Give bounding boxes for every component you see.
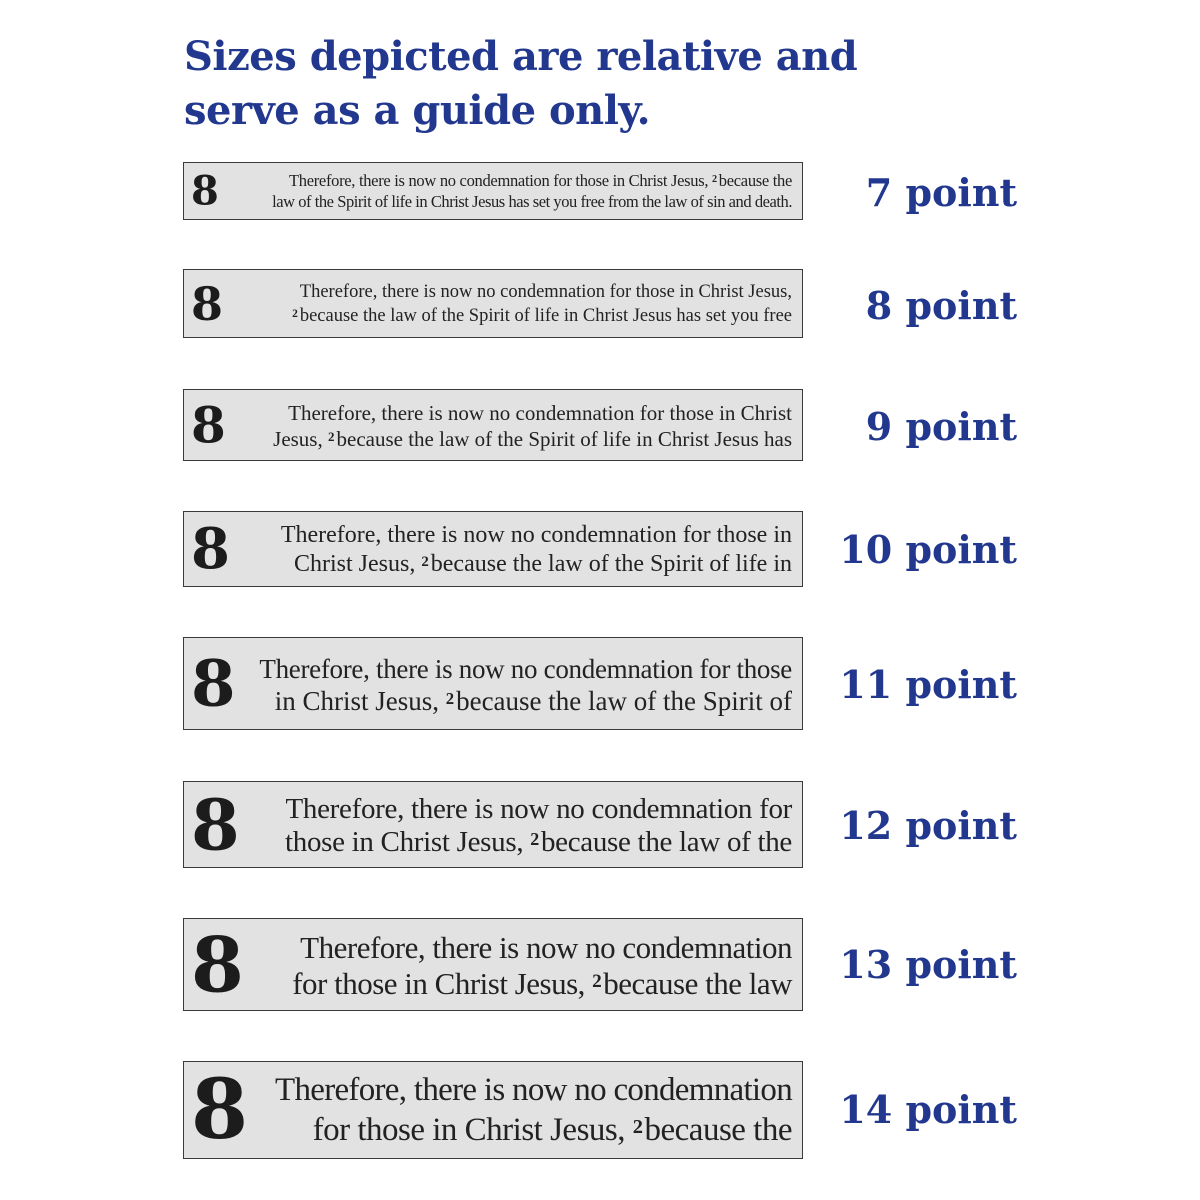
verse-number: 2: [711, 174, 717, 186]
verse-number: 2: [445, 689, 455, 709]
verse-line-1: Therefore, there is now no condemnation for those: [259, 654, 792, 684]
verse-text: because the law of the Spirit of life in Christ Jesus has set you free: [299, 306, 792, 326]
size-label-11pt: 11 point: [839, 662, 1017, 707]
sample-box-14pt: [183, 1061, 803, 1159]
sample-box-9pt: [183, 389, 803, 461]
verse-text: because the law of the Spirit of: [456, 686, 792, 716]
size-label-14pt: 14 point: [839, 1087, 1017, 1132]
verse-text-head: Jesus,: [273, 427, 323, 451]
verse-number: 2: [592, 971, 602, 993]
verse-text-head: for those in Christ Jesus,: [292, 966, 585, 1001]
verse-line-1: Therefore, there is now no condemnation: [300, 930, 792, 965]
sample-box-13pt: [183, 918, 803, 1011]
chapter-number: 8: [191, 167, 219, 215]
size-label-8pt: 8 point: [865, 283, 1017, 328]
verse-text-head: in Christ Jesus,: [274, 686, 439, 716]
verse-number: 2: [421, 553, 429, 570]
verse-line-1: Therefore, there is now no condemnation: [274, 1072, 792, 1108]
size-label-7pt: 7 point: [865, 170, 1017, 215]
verse-line-2: [285, 826, 792, 859]
chapter-number: 8: [191, 516, 230, 582]
verse-line-2: law of the Spirit of life in Christ Jesus has set you free from the law of sin and death.: [272, 192, 792, 211]
verse-text-head: for those in Christ Jesus,: [312, 1112, 626, 1148]
verse-line-2: [292, 306, 792, 327]
verse-line-1: Therefore, there is now no condemnation for those in Christ: [288, 401, 792, 425]
chapter-number: 8: [191, 395, 226, 455]
sample-box-7pt: [183, 162, 803, 220]
verse-text: because the law of the Spirit of life in Christ Jesus has: [336, 427, 792, 451]
verse-line-1: Therefore, there is now no condemnation for those in Christ Jesus,: [299, 282, 792, 302]
verse-line-2: [275, 686, 792, 717]
size-label-12pt: 12 point: [839, 803, 1017, 848]
verse-number: 2: [327, 429, 335, 445]
verse-line-2: [294, 551, 792, 578]
verse-text: Therefore, there is now no condemnation for those in Christ Jesus,: [288, 171, 709, 190]
verse-number: 2: [530, 828, 539, 849]
size-label-9pt: 9 point: [865, 404, 1017, 449]
sample-box-11pt: [183, 637, 803, 730]
chapter-number: 8: [191, 783, 240, 866]
chapter-number: 8: [191, 1062, 249, 1158]
verse-line-1: Therefore, there is now no condemnation for those in: [280, 522, 792, 548]
verse-line-2: [313, 1112, 792, 1149]
verse-text: because the: [644, 1112, 792, 1148]
page-title: [184, 30, 944, 138]
chapter-number: 8: [191, 920, 244, 1009]
verse-text-tail: because the: [718, 171, 792, 190]
size-label-13pt: 13 point: [839, 942, 1017, 987]
size-label-10pt: 10 point: [839, 527, 1017, 572]
verse-line-2: [273, 427, 792, 452]
verse-text-head: those in Christ Jesus,: [284, 826, 524, 858]
verse-text: because the law: [603, 966, 792, 1001]
verse-number: 2: [632, 1115, 643, 1138]
verse-text-head: Christ Jesus,: [293, 551, 416, 577]
title-line-2: serve as a guide only.: [184, 87, 650, 134]
chapter-number: 8: [191, 646, 236, 721]
verse-number: 2: [292, 308, 298, 320]
sample-box-12pt: [183, 781, 803, 868]
title-line-1: Sizes depicted are relative and: [184, 33, 858, 80]
sample-box-10pt: [183, 511, 803, 587]
sample-box-8pt: [183, 269, 803, 338]
verse-text: because the law of the Spirit of life in: [430, 551, 792, 577]
verse-line-1: [289, 171, 792, 191]
chapter-number: 8: [191, 276, 224, 331]
verse-text: because the law of the: [540, 826, 792, 858]
verse-line-1: Therefore, there is now no condemnation for: [285, 793, 792, 825]
verse-line-2: [292, 966, 792, 1002]
